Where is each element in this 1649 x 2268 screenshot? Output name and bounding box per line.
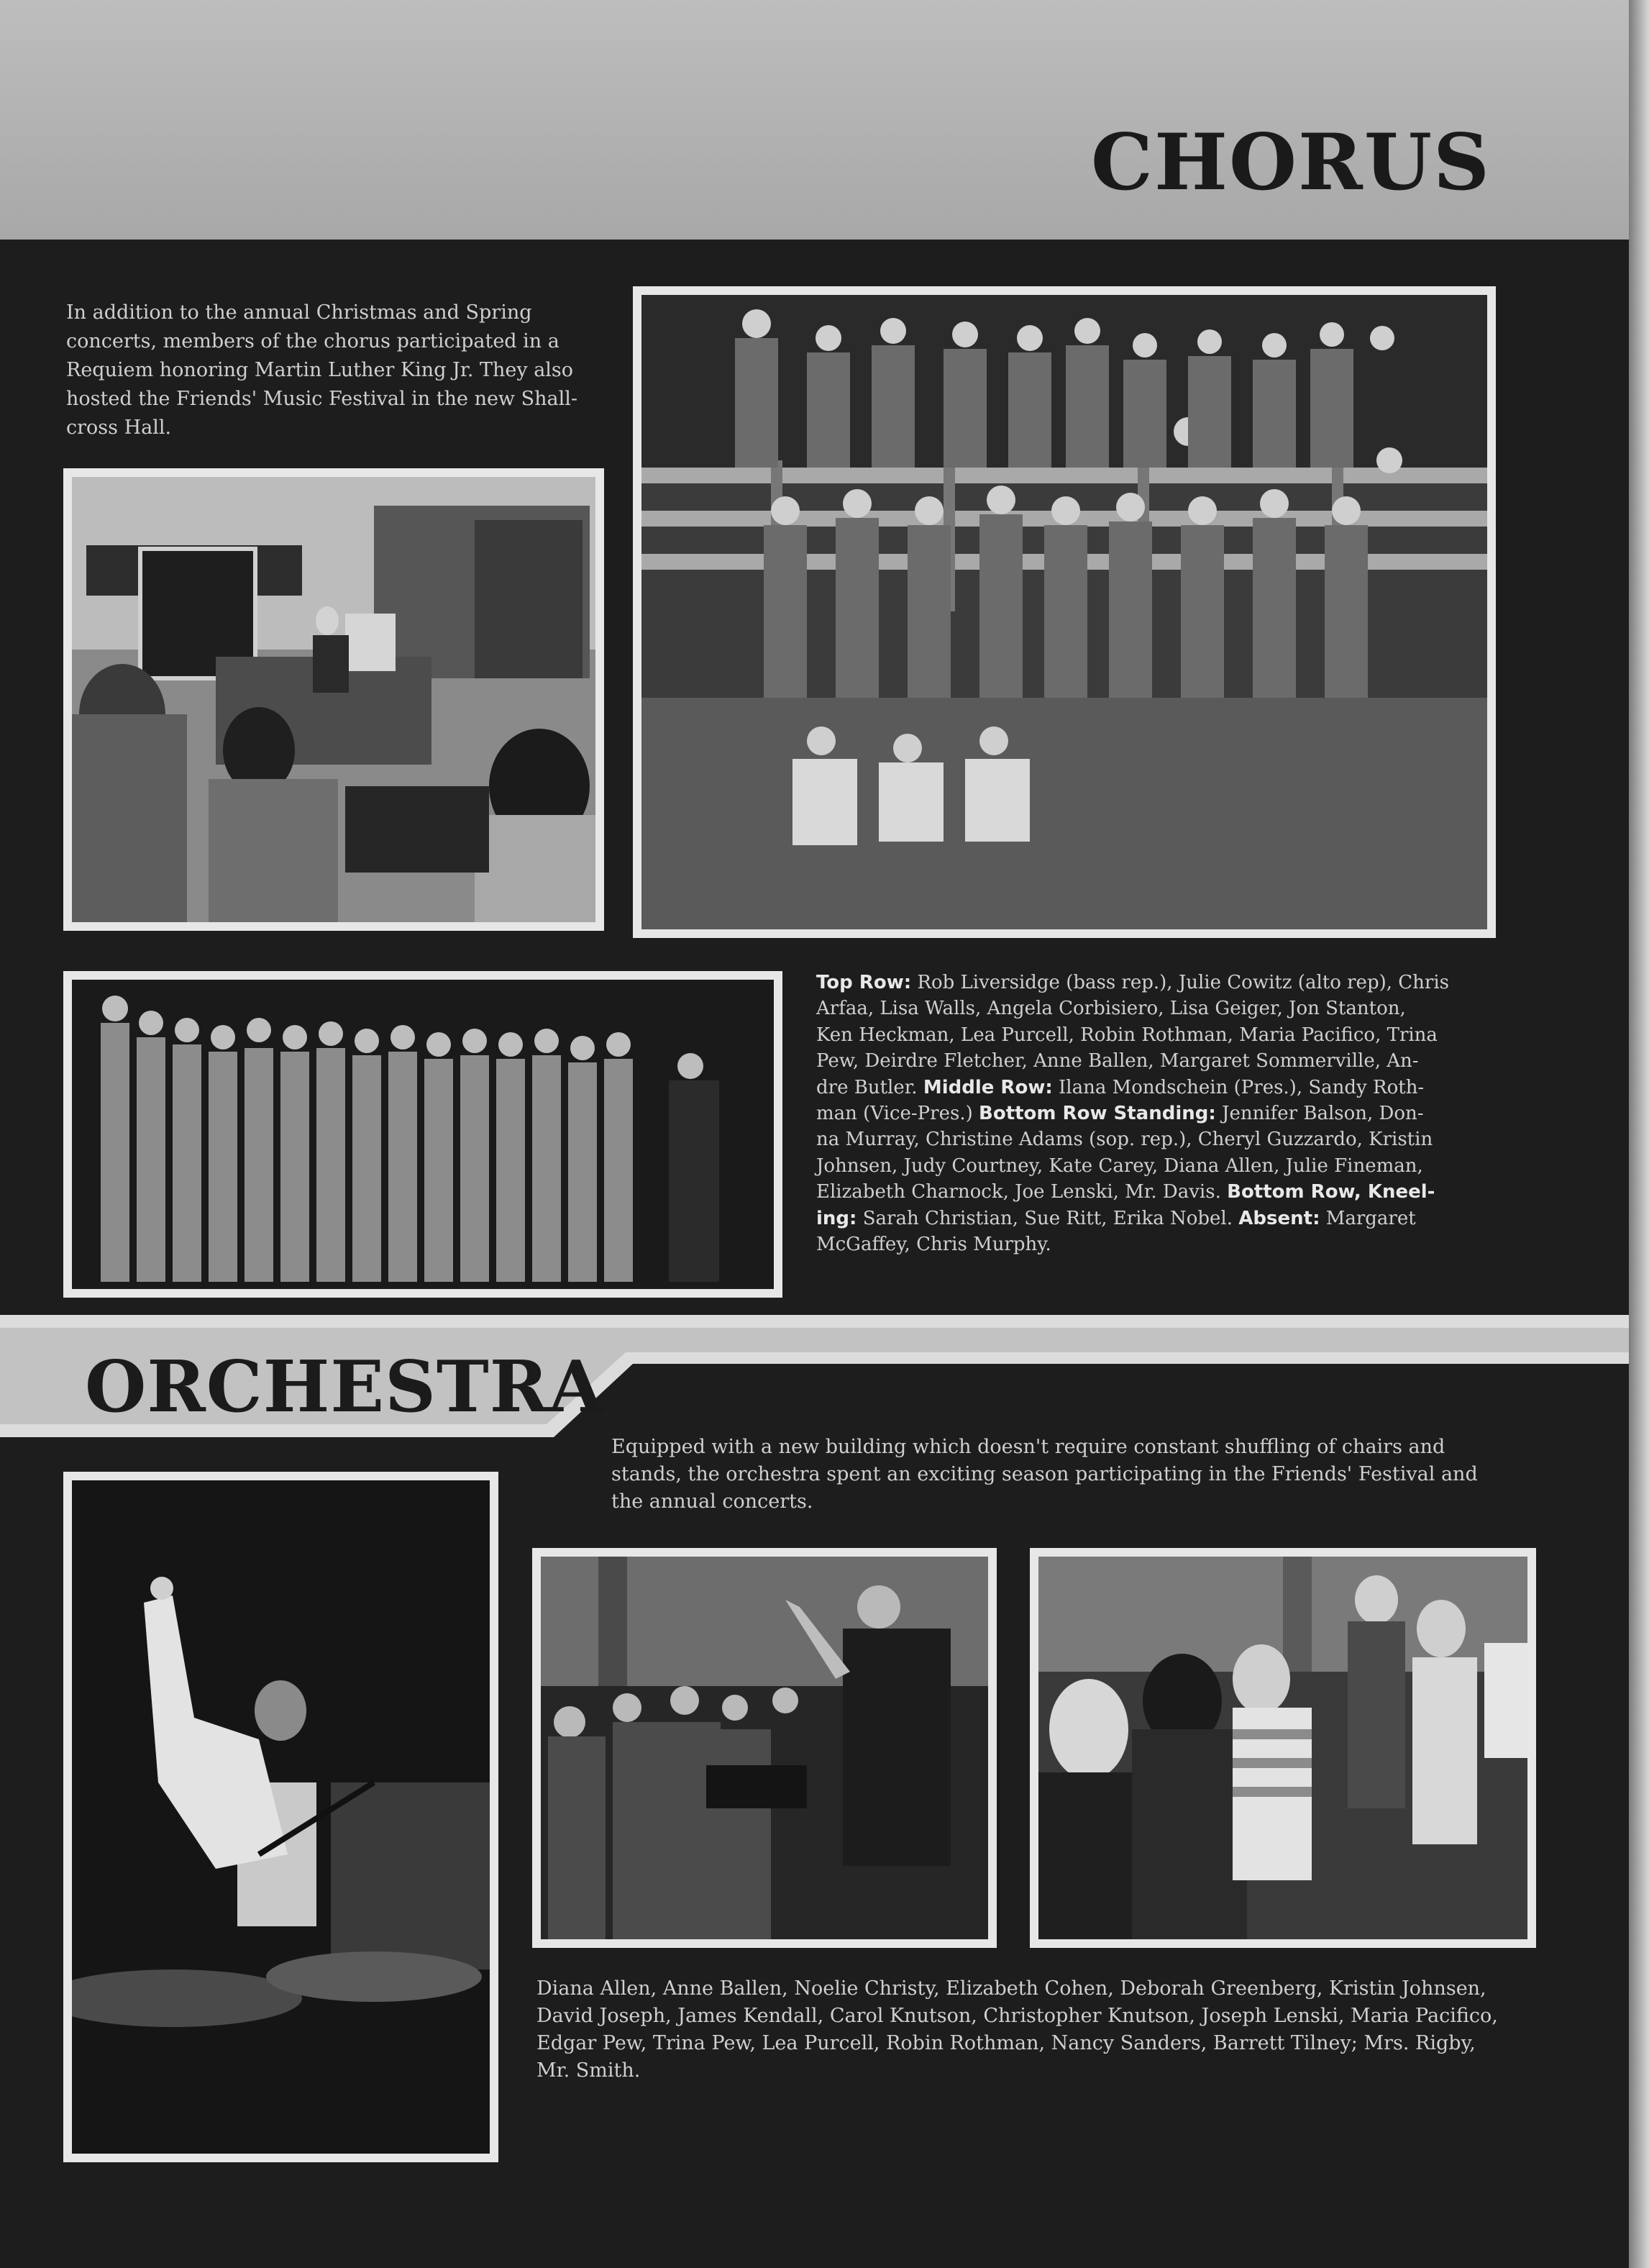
caption-heading: Bottom Row Standing: [979,1103,1216,1125]
orchestra-roster-line: Edgar Pew, Trina Pew, Lea Purcell, Robin Rothman, Nancy Sanders, Barrett Tilney; Mrs. Rigby, [536,2032,1476,2054]
caption-line [816,1179,1449,1205]
orchestra-roster-line: David Joseph, James Kendall, Carol Knutson, Christopher Knutson, Joseph Lenski, Maria Pacifico, [536,2005,1498,2027]
chorus-group-photo [633,286,1496,938]
caption-line [816,1075,1449,1101]
chorus-intro-line: hosted the Friends' Music Festival in the new Shall- [66,388,578,410]
caption-text: Ken Heckman, Lea Purcell, Robin Rothman, Maria Pacifico, Trina [816,1024,1438,1046]
caption-text: na Murray, Christine Adams (sop. rep.), Cheryl Guzzardo, Kristin [816,1129,1433,1151]
caption-line [816,1153,1449,1179]
orchestra-intro-line: Equipped with a new building which doesn't require constant shuffling of chairs and [611,1436,1445,1458]
caption-heading: ing: [816,1207,857,1229]
orchestra-title: ORCHESTRA [85,1346,605,1429]
caption-text: Arfaa, Lisa Walls, Angela Corbisiero, Lisa Geiger, Jon Stanton, [816,998,1406,1020]
caption-heading: Absent: [1238,1207,1320,1229]
caption-text: Jennifer Balson, Don- [1215,1103,1424,1125]
caption-text: Sarah Christian, Sue Ritt, Erika Nobel. [857,1207,1239,1229]
caption-line [816,996,1449,1021]
caption-line [816,1048,1449,1074]
orchestra-roster-line: Diana Allen, Anne Ballen, Noelie Christy, Elizabeth Cohen, Deborah Greenberg, Kristin Johnsen, [536,1977,1486,2000]
chorus-intro [66,299,598,442]
chorus-caption [816,970,1449,1257]
chorus-intro-line: concerts, members of the chorus participated in a [66,330,559,352]
caption-text: McGaffey, Chris Murphy. [816,1234,1051,1256]
caption-line [816,970,1449,996]
chorus-performance-photo [63,971,782,1298]
caption-text: Ilana Mondschein (Pres.), Sandy Roth- [1052,1076,1425,1098]
caption-text: dre Butler. [816,1076,923,1098]
chorus-title: CHORUS [1090,117,1491,208]
page-spine [1629,0,1649,2268]
chorus-classroom-photo [63,468,604,931]
caption-line [816,1126,1449,1152]
orchestra-roster-line: Mr. Smith. [536,2059,641,2082]
caption-text: man (Vice-Pres.) [816,1103,979,1125]
caption-line [816,1101,1449,1126]
caption-line [816,1206,1449,1231]
chorus-intro-line: cross Hall. [66,416,172,439]
orchestra-musicians-photo [1030,1548,1536,1948]
orchestra-intro-line: stands, the orchestra spent an exciting season participating in the Friends' Festival and [611,1463,1478,1485]
caption-heading: Top Row: [816,972,912,993]
orchestra-rehearsal-photo [532,1548,997,1948]
caption-heading: Middle Row: [923,1076,1053,1098]
chorus-intro-line: In addition to the annual Christmas and Spring [66,301,532,324]
caption-text: Pew, Deirdre Fletcher, Anne Ballen, Margaret Sommerville, An- [816,1050,1419,1072]
caption-text: Margaret [1320,1207,1416,1229]
orchestra-roster [536,1975,1536,2085]
orchestra-intro-line: the annual concerts. [611,1490,813,1513]
caption-line [816,1231,1449,1257]
orchestra-conductor-photo [63,1472,498,2162]
caption-heading: Bottom Row, Kneel- [1227,1181,1435,1203]
caption-text: Elizabeth Charnock, Joe Lenski, Mr. Davis. [816,1181,1228,1203]
caption-text: Rob Liversidge (bass rep.), Julie Cowitz (alto rep), Chris [911,972,1449,993]
orchestra-intro [611,1434,1503,1516]
chorus-intro-line: Requiem honoring Martin Luther King Jr. They also [66,359,574,381]
caption-line [816,1022,1449,1048]
caption-text: Johnsen, Judy Courtney, Kate Carey, Diana Allen, Julie Fineman, [816,1155,1423,1177]
